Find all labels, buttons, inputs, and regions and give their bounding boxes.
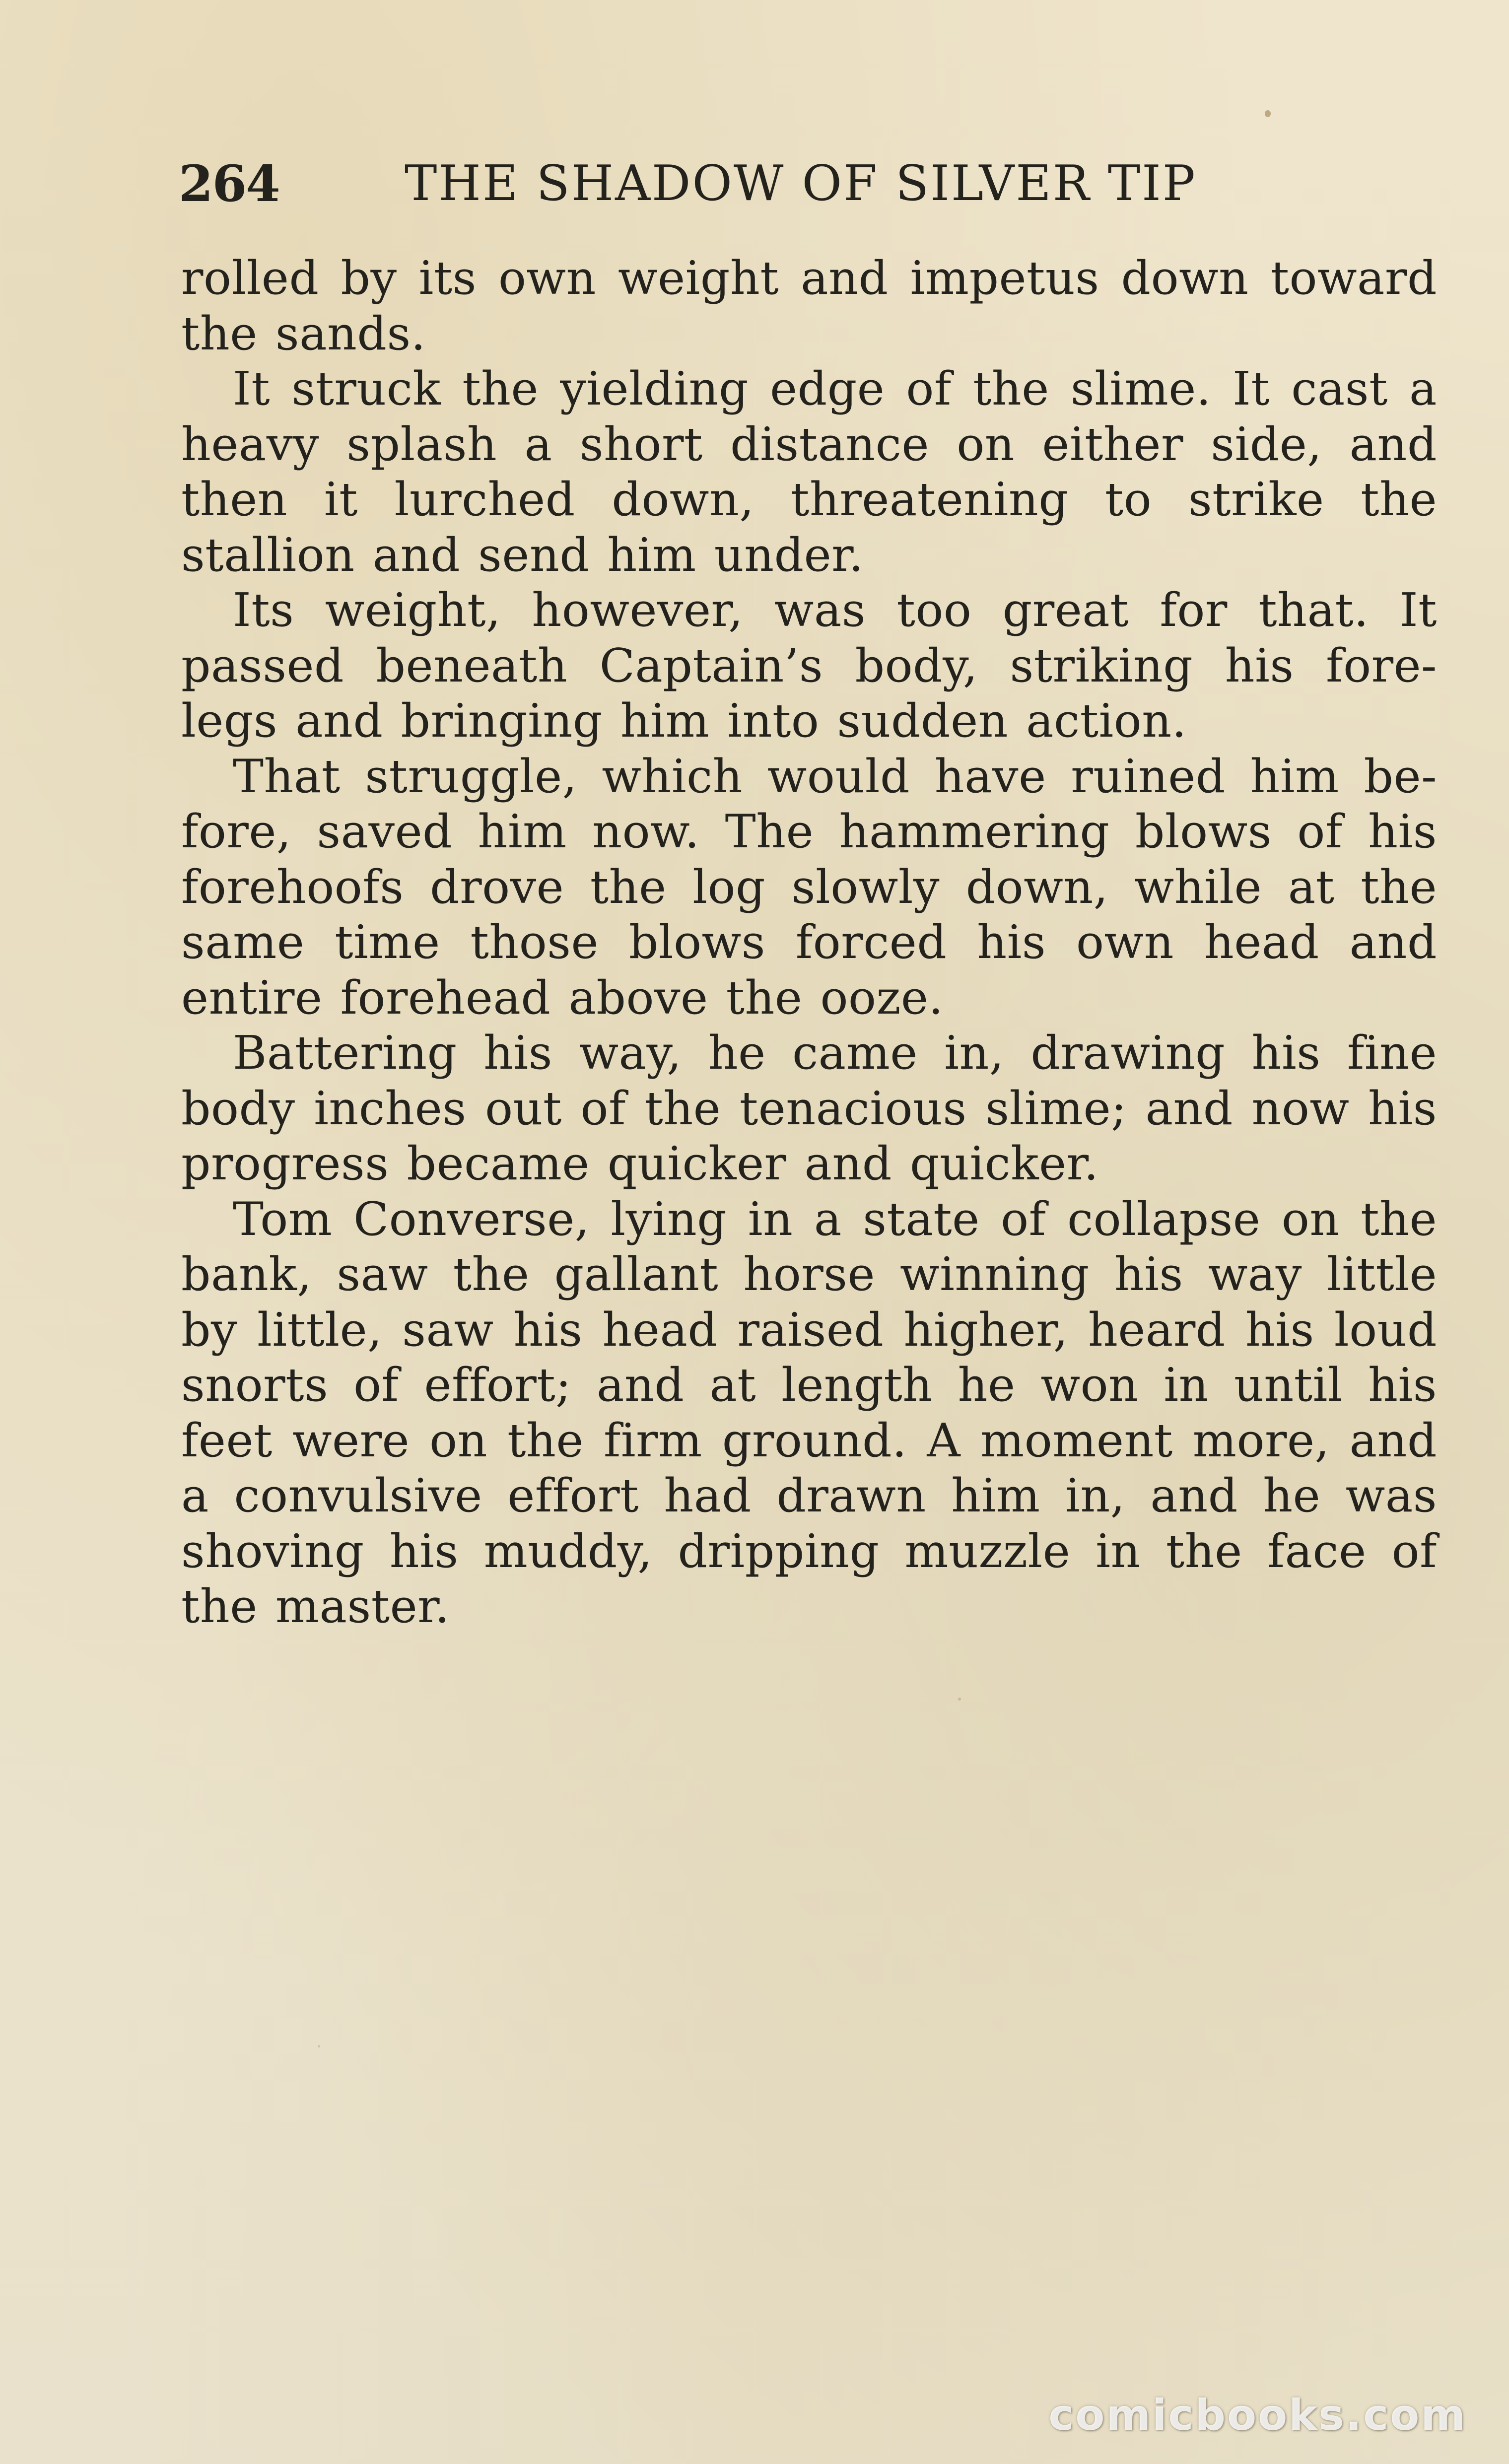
paragraph-5: Battering his way, he came in, drawing his fine body inches out of the tenacious slime; and now his progress became quicker and quicker. xyxy=(181,1026,1437,1190)
running-head xyxy=(179,149,1440,218)
paragraph-4: That struggle, which would have ruined him be-fore, saved him now. The hammering blows of his forehoofs drove the log slowly down, while at the same time those blows forced his own head and entire forehead above the ooze. xyxy=(181,749,1437,1025)
paper-speck xyxy=(958,1698,961,1701)
running-title: THE SHADOW OF SILVER TIP xyxy=(405,155,1197,212)
paragraph-2: It struck the yielding edge of the slime. It cast a heavy splash a short distance on either side, and then it lurched down, threatening to strike the stallion and send him under. xyxy=(181,362,1437,582)
paragraph-1: rolled by its own weight and impetus down toward the sands. xyxy=(181,251,1437,360)
text-body xyxy=(181,251,1437,1635)
watermark: comicbooks.com xyxy=(1048,2391,1467,2440)
paragraph-3: Its weight, however, was too great for that. It passed beneath Captain’s body, striking his fore-legs and bringing him into sudden action. xyxy=(181,583,1437,748)
page-number: 264 xyxy=(179,154,279,213)
paper-speck xyxy=(1265,110,1271,117)
paragraph-6: Tom Converse, lying in a state of collapse on the bank, saw the gallant horse winning his way little by little, saw his head raised higher, heard his loud snorts of effort; and at length he won in until his feet were on the firm ground. A moment more, and a convulsive effort had drawn him in, and he was shoving his muddy, dripping muzzle in the face of the master. xyxy=(181,1192,1437,1633)
paper-speck xyxy=(318,2045,320,2048)
